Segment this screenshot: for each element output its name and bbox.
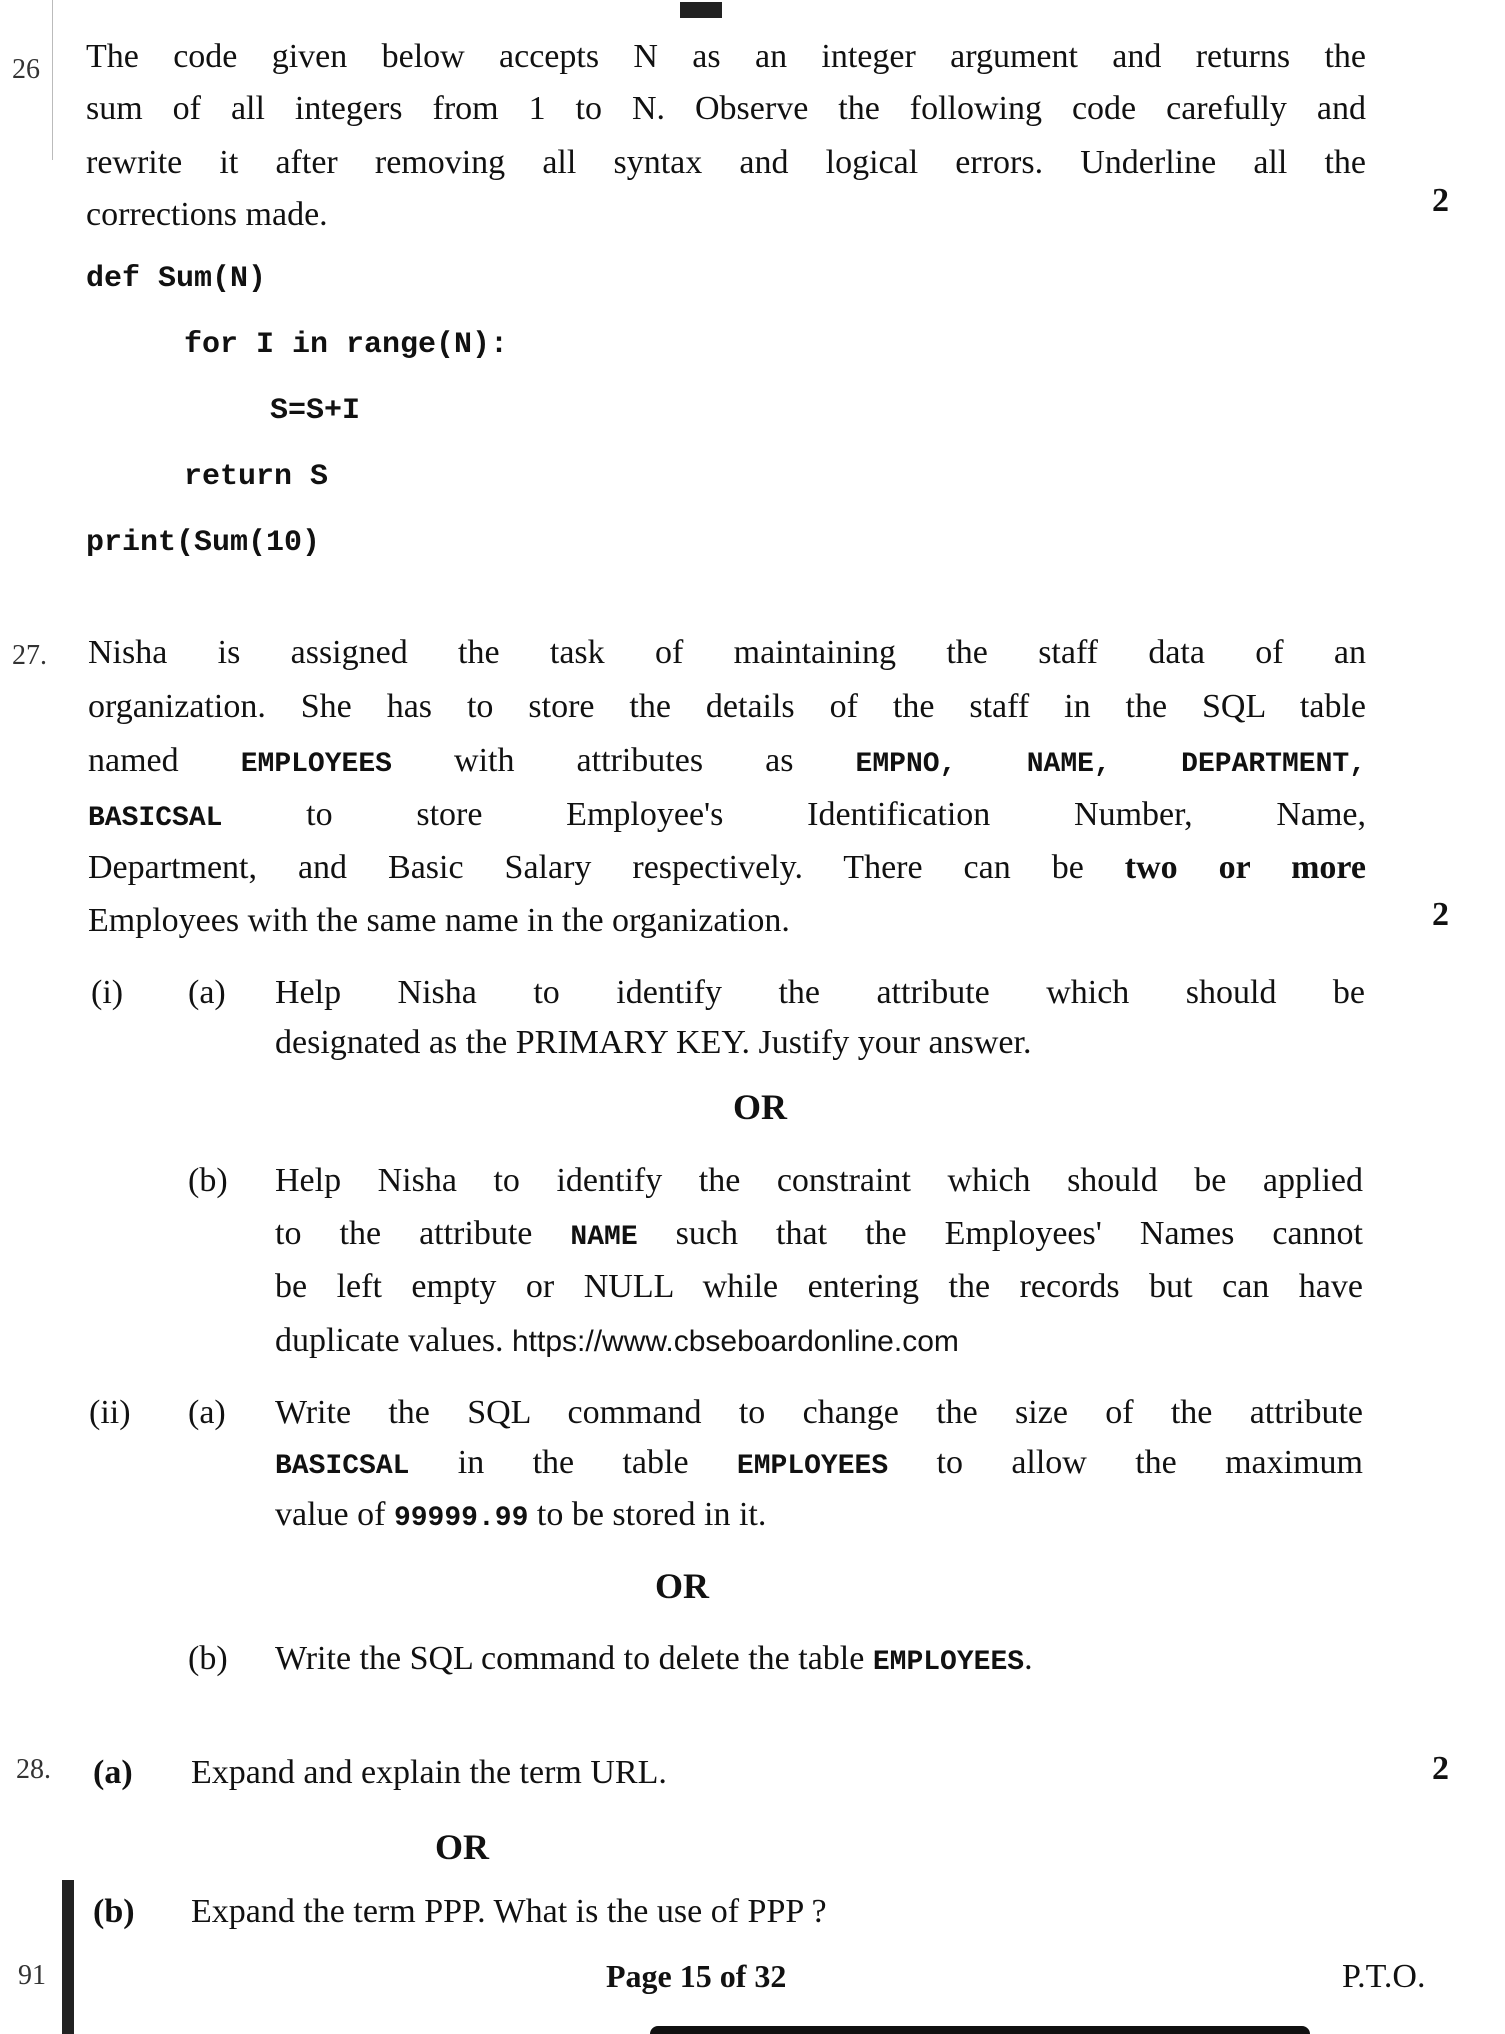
q27-i-b-line: to the attribute NAME such that the Employees' Names cannot	[275, 1215, 1363, 1253]
scan-bottom-shadow	[650, 2026, 1310, 2034]
q27-text-line: organization. She has to store the details of the staff in the SQL table	[88, 688, 1366, 725]
marks: 2	[1432, 896, 1449, 933]
q26-text-line: The code given below accepts N as an integer argument and returns the	[86, 38, 1366, 75]
or-separator: OR	[435, 1827, 489, 1867]
code-line: def Sum(N)	[86, 262, 267, 296]
q26-text-line: rewrite it after removing all syntax and logical errors. Underline all the	[86, 144, 1366, 181]
q27-ii-b-line: Write the SQL command to delete the table EMPLOYEES.	[275, 1640, 1033, 1678]
q27-ii-a-line: BASICSAL in the table EMPLOYEES to allow the maximum	[275, 1444, 1363, 1482]
part-label: (i)	[91, 974, 124, 1011]
subpart-label: (a)	[93, 1754, 133, 1791]
q26-text-line: sum of all integers from 1 to N. Observe the following code carefully and	[86, 90, 1366, 127]
page-border-line	[52, 0, 53, 160]
q27-ii-a-line: Write the SQL command to change the size of the attribute	[275, 1394, 1363, 1431]
subpart-label: (a)	[188, 1394, 226, 1431]
header-mark	[680, 2, 722, 18]
q27-i-b-line: duplicate values. https://www.cbseboardonline.com	[275, 1322, 959, 1359]
code-line: S=S+I	[270, 394, 361, 428]
code-line: return S	[184, 460, 329, 494]
marks: 2	[1432, 1750, 1449, 1787]
or-separator: OR	[733, 1087, 787, 1127]
subpart-label: (a)	[188, 974, 226, 1011]
q28-b-text: Expand the term PPP. What is the use of PPP ?	[191, 1893, 827, 1930]
subpart-label: (b)	[188, 1640, 228, 1677]
q27-text-line: named EMPLOYEES with attributes as EMPNO, NAME, DEPARTMENT,	[88, 742, 1366, 780]
question-number: 28.	[16, 1754, 51, 1785]
part-label: (ii)	[89, 1394, 131, 1431]
marks: 2	[1432, 182, 1449, 219]
source-url: https://www.cbseboardonline.com	[511, 1325, 959, 1358]
q27-i-a-line: designated as the PRIMARY KEY. Justify your answer.	[275, 1024, 1032, 1061]
q27-text-line: BASICSAL to store Employee's Identification Number, Name,	[88, 796, 1366, 834]
or-separator: OR	[655, 1566, 709, 1606]
question-number: 26	[12, 54, 40, 85]
q27-text-line: Nisha is assigned the task of maintaining the staff data of an	[88, 634, 1366, 671]
subpart-label: (b)	[188, 1162, 228, 1199]
code-line: print(Sum(10)	[86, 526, 321, 560]
q28-a-text: Expand and explain the term URL.	[191, 1754, 667, 1791]
q27-text-line: Employees with the same name in the organization.	[88, 902, 790, 939]
scan-edge-mark	[62, 1880, 74, 2034]
q27-i-b-line: Help Nisha to identify the constraint which should be applied	[275, 1162, 1363, 1199]
footer-code: 91	[18, 1960, 46, 1991]
subpart-label: (b)	[93, 1893, 135, 1930]
q27-ii-a-line: value of 99999.99 to be stored in it.	[275, 1496, 767, 1534]
question-number: 27.	[12, 640, 47, 671]
code-line: for I in range(N):	[184, 328, 509, 362]
q27-i-b-line: be left empty or NULL while entering the records but can have	[275, 1268, 1363, 1305]
q26-text-line: corrections made.	[86, 196, 328, 233]
q27-i-a-line: Help Nisha to identify the attribute which should be	[275, 974, 1365, 1011]
q27-text-line: Department, and Basic Salary respectively. There can be two or more	[88, 849, 1366, 886]
pto-label: P.T.O.	[1342, 1958, 1426, 1995]
page-number: Page 15 of 32	[606, 1958, 787, 1994]
